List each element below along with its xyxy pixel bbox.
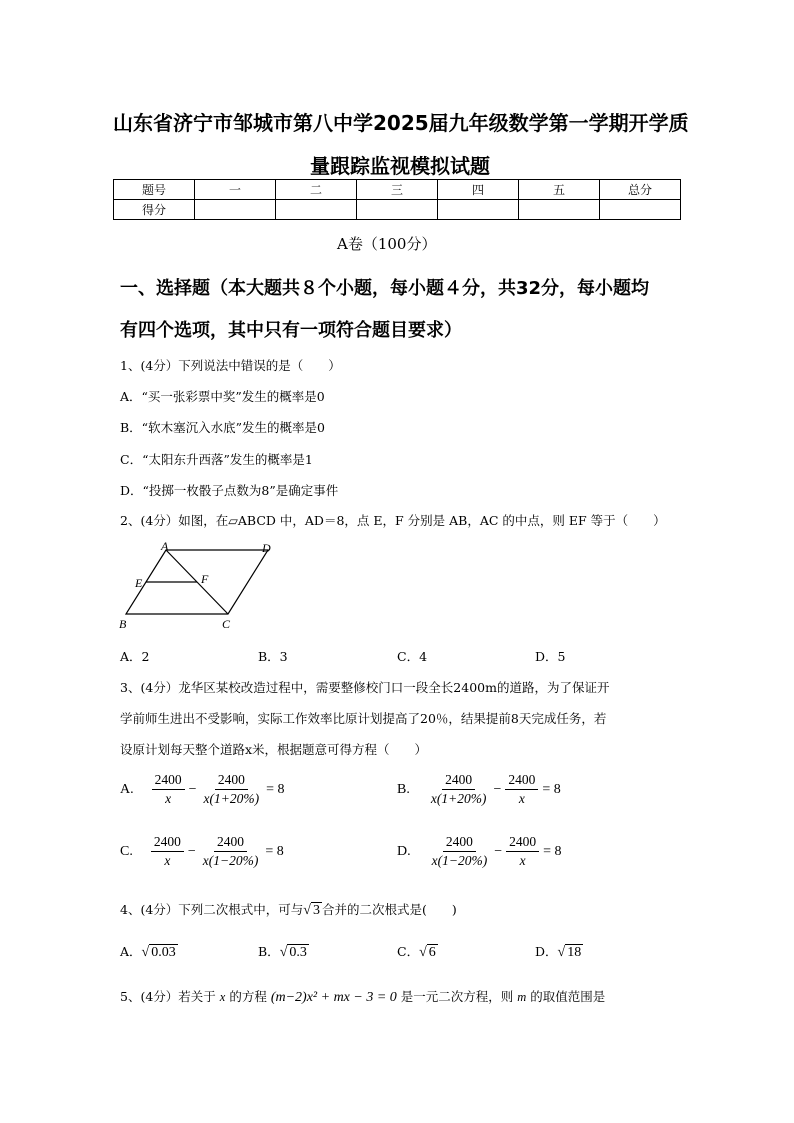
question-5-stem-post: 是一元二次方程，则 bbox=[400, 989, 514, 1004]
sqrt-expression: √ 0.3 bbox=[279, 945, 307, 960]
question-4-option-c bbox=[397, 942, 438, 961]
page-title-line-2: 量跟踪监视模拟试题 bbox=[310, 154, 490, 178]
question-4-option-b bbox=[258, 942, 309, 961]
question-4-stem-start: 4、(4分）下列二次根式中，可与 bbox=[120, 902, 304, 917]
question-1-option-d: D．“投掷一枚骰子点数为8”是确定事件 bbox=[120, 483, 339, 498]
score-table bbox=[113, 179, 681, 220]
question-1-option-a: A．“买一张彩票中奖”发生的概率是0 bbox=[120, 389, 325, 404]
score-table-header-cell: 总分 bbox=[600, 180, 681, 200]
radicand: 0.3 bbox=[289, 945, 307, 960]
question-4-stem-end: 合并的二次根式是( ) bbox=[321, 902, 457, 917]
denominator: x bbox=[519, 853, 526, 868]
option-letter: A． bbox=[120, 944, 142, 959]
option-letter: B． bbox=[258, 944, 280, 959]
question-1-option-b: B．“软木塞沉入水底”发生的概率是0 bbox=[120, 420, 325, 435]
question-4-option-d bbox=[535, 942, 583, 961]
volume-label: A卷（100分） bbox=[337, 235, 437, 253]
fraction bbox=[201, 772, 263, 807]
score-table-header-cell: 三 bbox=[357, 180, 438, 200]
option-letter: B. bbox=[397, 781, 410, 797]
question-3-line-3: 设原计划每天整个道路x米，根据题意可得方程（ ） bbox=[120, 742, 428, 757]
score-table-header-row bbox=[114, 180, 681, 200]
equation-rhs: = 8 bbox=[266, 781, 285, 797]
fraction bbox=[200, 834, 262, 869]
score-table-header-cell: 五 bbox=[519, 180, 600, 200]
fraction bbox=[152, 772, 185, 807]
denominator: x bbox=[165, 791, 172, 806]
score-cell bbox=[519, 200, 600, 220]
figure-label-b: B bbox=[119, 617, 127, 631]
variable-x: x bbox=[219, 990, 226, 1004]
denominator: x(1+20%) bbox=[430, 791, 487, 806]
question-2-option-b: B．3 bbox=[258, 649, 288, 664]
numerator: 2400 bbox=[442, 772, 475, 790]
fraction bbox=[505, 772, 538, 807]
question-3-option-c bbox=[120, 834, 284, 869]
minus-sign: − bbox=[493, 781, 502, 797]
minus-sign: − bbox=[188, 781, 197, 797]
question-2-stem: 2、(4分）如图，在▱ABCD 中，AD＝8，点 E，F 分别是 AB，AC 的中点，则 EF 等于（ ） bbox=[120, 513, 666, 528]
question-2-option-d: D．5 bbox=[535, 649, 566, 664]
parallelogram-figure bbox=[115, 538, 285, 634]
score-cell bbox=[195, 200, 276, 220]
quadratic-equation: (m−2)x² + mx − 3 = 0 bbox=[270, 990, 397, 1005]
fraction bbox=[428, 772, 490, 807]
fraction bbox=[151, 834, 184, 869]
sqrt-expression: √ 0.03 bbox=[141, 945, 176, 960]
radicand: 0.03 bbox=[151, 945, 176, 960]
question-3-option-a bbox=[120, 772, 285, 807]
score-cell bbox=[276, 200, 357, 220]
variable-m: m bbox=[517, 990, 527, 1004]
fraction bbox=[429, 834, 491, 869]
equation-rhs: = 8 bbox=[542, 781, 561, 797]
denominator: x(1−20%) bbox=[431, 853, 488, 868]
question-4-stem bbox=[120, 900, 457, 919]
numerator: 2400 bbox=[151, 834, 184, 852]
figure-label-c: C bbox=[222, 617, 231, 631]
figure-label-a: A bbox=[161, 539, 169, 553]
option-letter: D． bbox=[535, 944, 558, 959]
score-cell bbox=[438, 200, 519, 220]
score-table-header-cell: 一 bbox=[195, 180, 276, 200]
option-letter: D. bbox=[397, 843, 411, 859]
question-3-option-d bbox=[397, 834, 562, 869]
numerator: 2400 bbox=[214, 834, 247, 852]
fraction bbox=[506, 834, 539, 869]
sqrt-expression: √ 6 bbox=[419, 945, 436, 960]
radicand: 6 bbox=[428, 945, 436, 960]
score-cell bbox=[600, 200, 681, 220]
question-4-option-a bbox=[120, 942, 178, 961]
numerator: 2400 bbox=[506, 834, 539, 852]
figure-label-f: F bbox=[201, 572, 209, 586]
figure-label-d: D bbox=[262, 541, 271, 555]
option-letter: C． bbox=[397, 944, 420, 959]
score-table-header-cell: 四 bbox=[438, 180, 519, 200]
score-cell bbox=[357, 200, 438, 220]
question-3-line-1: 3、(4分）龙华区某校改造过程中，需要整修校门口一段全长2400m的道路，为了保证开 bbox=[120, 680, 610, 695]
minus-sign: − bbox=[187, 843, 196, 859]
option-letter: C. bbox=[120, 843, 133, 859]
score-table-header-cell: 二 bbox=[276, 180, 357, 200]
section-heading-line-1: 一、选择题（本大题共８个小题，每小题４分，共32分，每小题均 bbox=[120, 278, 650, 299]
radicand: 3 bbox=[312, 903, 320, 918]
numerator: 2400 bbox=[443, 834, 476, 852]
question-5-stem-start: 5、(4分）若关于 bbox=[120, 989, 216, 1004]
sqrt-expression: √ 3 bbox=[303, 903, 320, 918]
question-2-option-c: C．4 bbox=[397, 649, 428, 664]
equation-rhs: = 8 bbox=[543, 843, 562, 859]
question-5-stem-mid: 的方程 bbox=[229, 989, 267, 1004]
equation-rhs: = 8 bbox=[265, 843, 284, 859]
denominator: x bbox=[518, 791, 525, 806]
question-3-line-2: 学前师生进出不受影响，实际工作效率比原计划提高了20％，结果提前8天完成任务，若 bbox=[120, 711, 607, 726]
question-1-option-c: C．“太阳东升西落”发生的概率是1 bbox=[120, 452, 313, 467]
figure-label-e: E bbox=[135, 576, 143, 590]
score-table-score-row bbox=[114, 200, 681, 220]
section-heading-line-2: 有四个选项，其中只有一项符合题目要求） bbox=[120, 320, 462, 341]
page-title-line-1: 山东省济宁市邹城市第八中学2025届九年级数学第一学期开学质 bbox=[113, 111, 689, 135]
numerator: 2400 bbox=[505, 772, 538, 790]
question-1-stem: 1、(4分）下列说法中错误的是（ ） bbox=[120, 358, 341, 373]
sqrt-expression: √ 18 bbox=[557, 945, 582, 960]
denominator: x(1+20%) bbox=[203, 791, 260, 806]
question-3-option-b bbox=[397, 772, 561, 807]
question-2-option-a: A．2 bbox=[120, 649, 150, 664]
question-5-stem bbox=[120, 987, 605, 1006]
minus-sign: − bbox=[494, 843, 503, 859]
score-table-header-cell: 题号 bbox=[114, 180, 195, 200]
denominator: x(1−20%) bbox=[202, 853, 259, 868]
score-table-row-label: 得分 bbox=[114, 200, 195, 220]
numerator: 2400 bbox=[152, 772, 185, 790]
radicand: 18 bbox=[567, 945, 582, 960]
denominator: x bbox=[164, 853, 171, 868]
question-5-stem-end: 的取值范围是 bbox=[530, 989, 606, 1004]
numerator: 2400 bbox=[215, 772, 248, 790]
option-letter: A. bbox=[120, 781, 134, 797]
